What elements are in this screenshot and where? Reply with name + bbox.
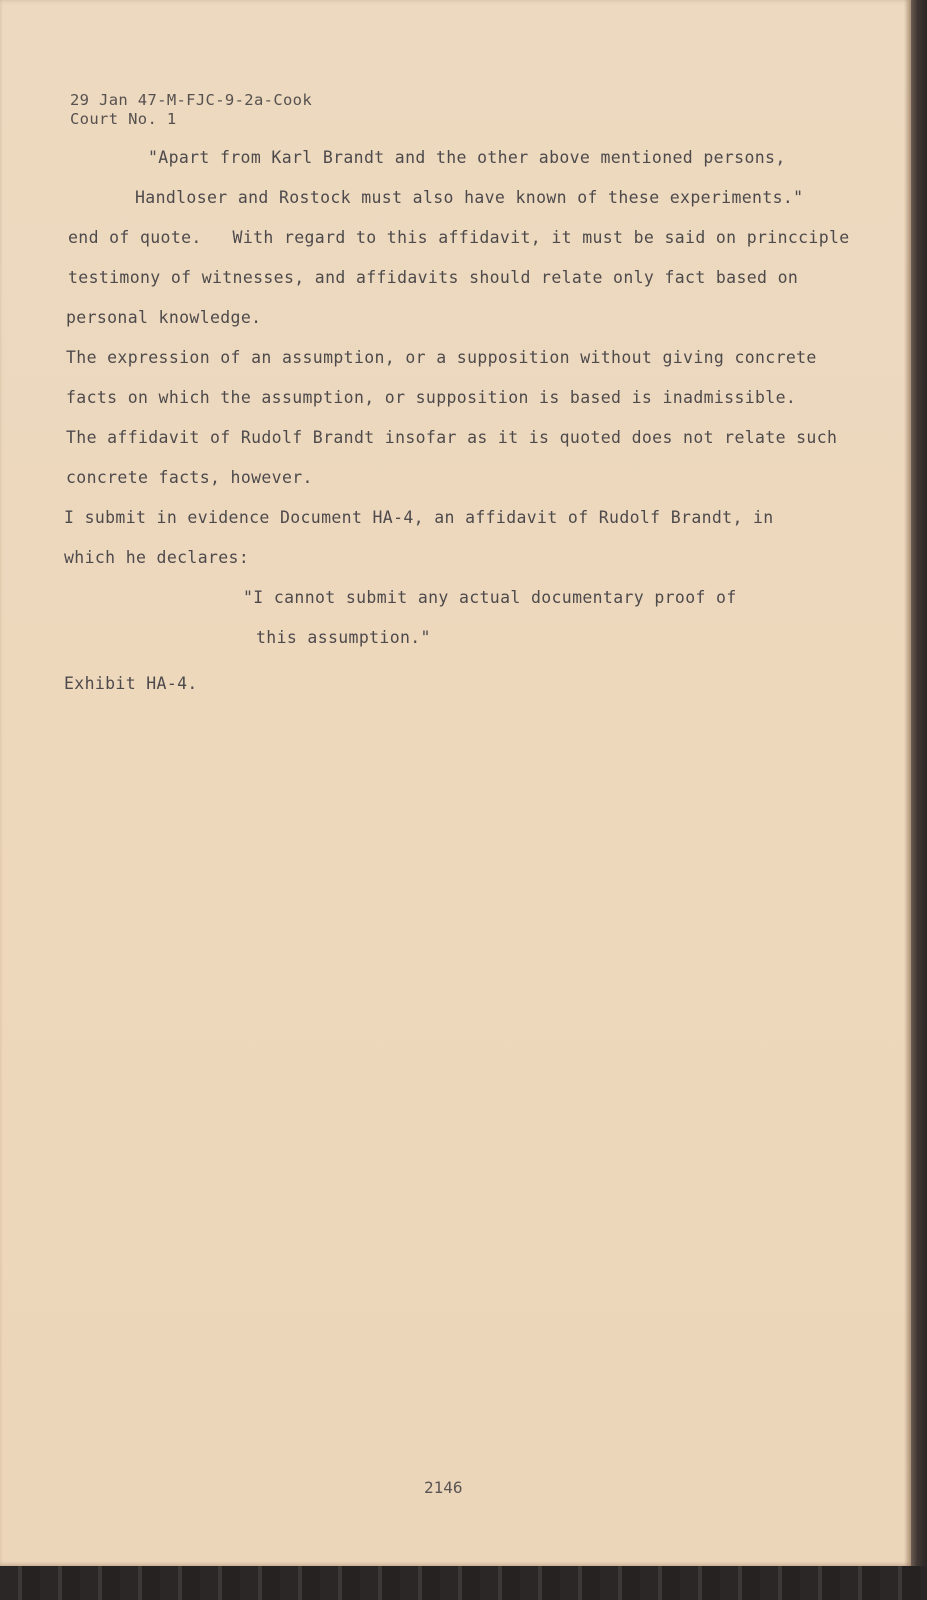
body-line: The expression of an assumption, or a supposition without giving concrete: [66, 348, 817, 367]
body-line: concrete facts, however.: [66, 468, 313, 487]
body-line: "Apart from Karl Brandt and the other above mentioned persons,: [148, 148, 786, 167]
scan-border-right: [911, 0, 927, 1566]
body-line: end of quote. With regard to this affidavit, it must be said on princciple: [68, 228, 850, 247]
scan-border-bottom: [0, 1566, 927, 1600]
body-line: Handloser and Rostock must also have known of these experiments.": [135, 188, 804, 207]
exhibit-line: Exhibit HA-4.: [64, 674, 198, 693]
quoted-line: this assumption.": [256, 628, 431, 647]
body-line: I submit in evidence Document HA-4, an affidavit of Rudolf Brandt, in: [64, 508, 774, 527]
body-line: The affidavit of Rudolf Brandt insofar as it is quoted does not relate such: [66, 428, 838, 447]
court-number: Court No. 1: [70, 110, 177, 128]
body-line: personal knowledge.: [66, 308, 262, 327]
quoted-line: "I cannot submit any actual documentary proof of: [243, 588, 737, 607]
body-line: testimony of witnesses, and affidavits should relate only fact based on: [68, 268, 799, 287]
page-number: 2146: [424, 1478, 463, 1497]
body-line: facts on which the assumption, or supposition is based is inadmissible.: [66, 388, 797, 407]
document-reference: 29 Jan 47-M-FJC-9-2a-Cook: [70, 91, 313, 109]
page-edge-shadow: [904, 0, 911, 1566]
body-line: which he declares:: [64, 548, 250, 567]
